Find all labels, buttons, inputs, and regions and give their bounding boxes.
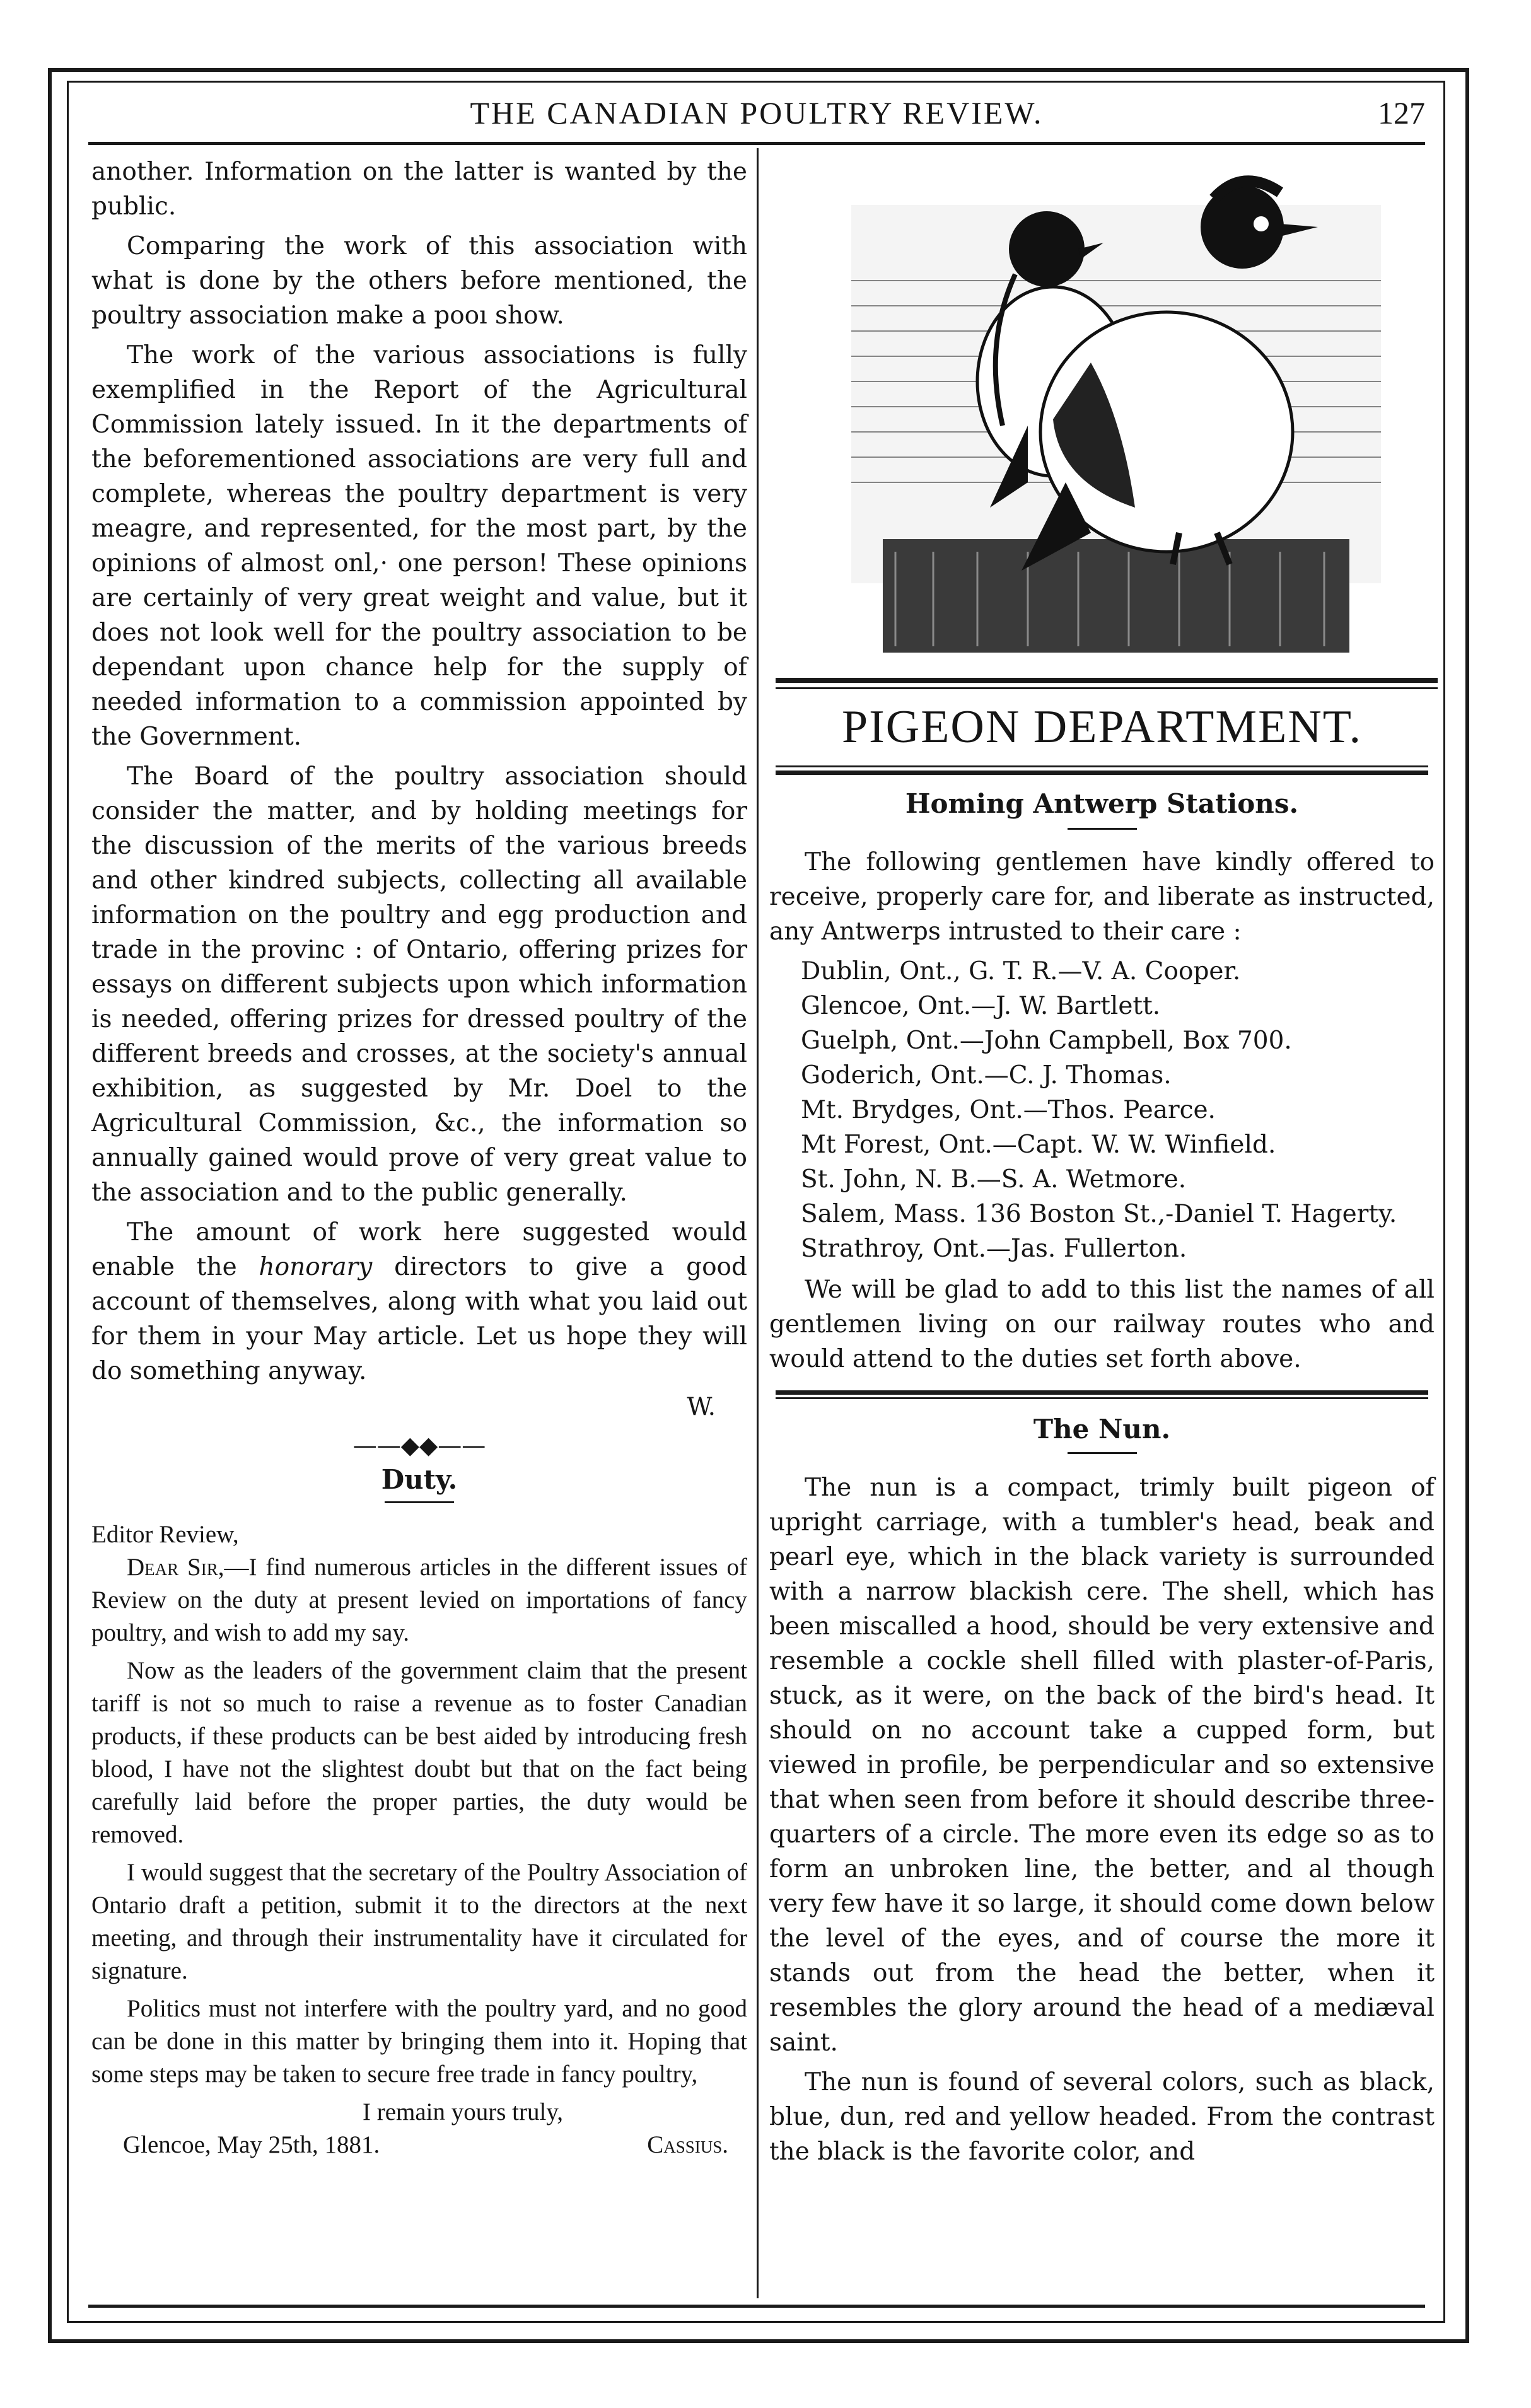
list-item: Strathroy, Ont.—Jas. Fullerton. [801, 1235, 1187, 1263]
section-title-nun: The Nun. [1033, 1414, 1171, 1445]
text-run: ,—I find numerous articles in the different issues of Review on the duty at present levied on importations of fancy poultry, and wish to add my say. [91, 1554, 747, 1646]
title-underline [385, 1501, 454, 1503]
paragraph: The nun is a compact, trimly built pigeon of upright carriage, with a tumbler's head, beak and pearl eye, which in the black variety is surrounded with a narrow blackish cere. The shell, which has been miscalled a hood, should be very extensive and resemble a cockle shell filled with plaster-of-Paris, stuck, as it were, on the back of the bird's head. It should on no account take a cupped form, but viewed in profile, be perpendicular and so extensive that when seen from before it should describe three-quarters of a circle. The more even its edge so as to form an unbroken line, the better, and al though very few have it so large, it should come down below the level of the eyes, and of course the more it stands out from the head the better, when it resembles the glory around the head of a mediæval saint. [769, 1474, 1435, 2057]
list-item: St. John, N. B.—S. A. Wetmore. [801, 1165, 1187, 1194]
column-divider [757, 148, 759, 2298]
list-item: Mt. Brydges, Ont.—Thos. Pearce. [801, 1096, 1216, 1124]
section-ornament: ——◆◆—— [352, 1431, 486, 1459]
department-rule-top-thin [776, 687, 1438, 689]
list-item: Mt Forest, Ont.—Capt. W. W. Winfield. [801, 1131, 1276, 1159]
section-rule [776, 1390, 1428, 1395]
letter-paragraph: I would suggest that the secretary of the Poultry Association of Ontario draft a petition, submit it to the directors at the next meeting, and through their instrumentality have it circulated for signature. [91, 1859, 747, 1984]
letter-paragraph: Now as the leaders of the government claim that the present tariff is not so much to raise a revenue as to foster Canadian products, if these products can be best aided by introducing fresh blood, I have not the slightest doubt but that on the fact being carefully laid before the proper parties, the duty would be removed. [91, 1657, 747, 1848]
department-rule-bottom [776, 771, 1428, 775]
department-title: PIGEON DEPARTMENT. [841, 701, 1363, 753]
text-run: directors to give a good account of themselves, along with what you laid out for them in your May article. Let us hope they will do something anyway. [91, 1253, 747, 1385]
letter-to-editor [91, 1518, 747, 2161]
paragraph: Comparing the work of this association with what is done by the others before mentioned, the poultry association make a pooı show. [91, 232, 747, 330]
list-item: Guelph, Ont.—John Campbell, Box 700. [801, 1027, 1292, 1055]
left-column [91, 154, 747, 2161]
footer-rule [88, 2305, 1425, 2308]
paragraph: The following gentlemen have kindly offered to receive, properly care for, and liberate as instructed, any Antwerps intrusted to their care : [769, 848, 1435, 946]
page-number: 127 [1378, 95, 1425, 131]
section-title-homing: Homing Antwerp Stations. [905, 788, 1299, 819]
paragraph: The nun is found of several colors, such as black, blue, dun, red and yellow headed. From the contrast the black is the favorite color, and [769, 2068, 1435, 2166]
text-run: The amount of work here suggested would enable the [91, 1218, 747, 1281]
letter-paragraph: Politics must not interfere with the poultry yard, and no good can be done in this matter by bringing them into it. Hoping that some steps may be taken to secure free trade in fancy poultry, [91, 1995, 747, 2088]
paragraph: The work of the various associations is fully exemplified in the Report of the Agricultural Commission lately issued. In it the departments of the beforementioned associations are very full and complete, whereas the poultry department is very meagre, and represented, for the most part, by the opinions of almost onl,· one person! These opinions are certainly of very great weight and value, but it does not look well for the poultry association to be dependant upon chance help for the supply of needed information to a commission appointed by the Government. [91, 341, 747, 751]
paragraph: We will be glad to add to this list the names of all gentlemen living on our railway routes who and would attend to the duties set forth above. [769, 1276, 1435, 1373]
signature-line [91, 2129, 747, 2161]
salutation: Editor Review, [91, 1521, 239, 1548]
title-underline [1068, 1452, 1137, 1454]
department-rule-top [776, 678, 1438, 683]
right-column [769, 694, 1435, 2174]
place-date: Glencoe, May 25th, 1881. [123, 2131, 380, 2158]
pigeon-illustration [839, 154, 1394, 659]
paragraph [91, 1215, 747, 1388]
section-title-duty: Duty. [381, 1464, 458, 1495]
list-item: Glencoe, Ont.—J. W. Bartlett. [801, 992, 1161, 1020]
list-item: Dublin, Ont., G. T. R.—V. A. Cooper. [801, 957, 1241, 986]
letter-paragraph [91, 1551, 747, 1649]
stations-list [769, 954, 1435, 1266]
department-rule-bottom-thin [776, 765, 1428, 767]
dear-sir: Dear Sir [127, 1554, 218, 1581]
paragraph: another. Information on the latter is wanted by the public. [91, 158, 747, 221]
title-underline [1068, 828, 1137, 830]
journal-title: THE CANADIAN POULTRY REVIEW. [470, 95, 1044, 131]
signature: Cassius. [647, 2131, 728, 2158]
list-item: Goderich, Ont.—C. J. Thomas. [801, 1061, 1172, 1090]
section-rule-thin [776, 1397, 1428, 1399]
author-initial: W. [687, 1393, 716, 1421]
italic-word: honorary [259, 1253, 373, 1281]
list-item: Salem, Mass. 136 Boston St.,-Daniel T. Hagerty. [801, 1200, 1397, 1228]
closing: I remain yours truly, [363, 2098, 564, 2126]
header-rule [88, 142, 1425, 145]
running-header [82, 95, 1431, 132]
paragraph: The Board of the poultry association should consider the matter, and by holding meetings for the discussion of the merits of the various breeds and other kindred subjects, collecting all available information on the poultry and egg production and trade in the provinc : of Ontario, offering prizes for essays on different subjects upon which information is needed, offering prizes for dressed poultry of the different breeds and crosses, at the society's annual exhibition, as suggested by Mr. Doel to the Agricultural Commission, &c., the information so annually gained would prove of very great value to the association and to the public generally. [91, 762, 747, 1207]
